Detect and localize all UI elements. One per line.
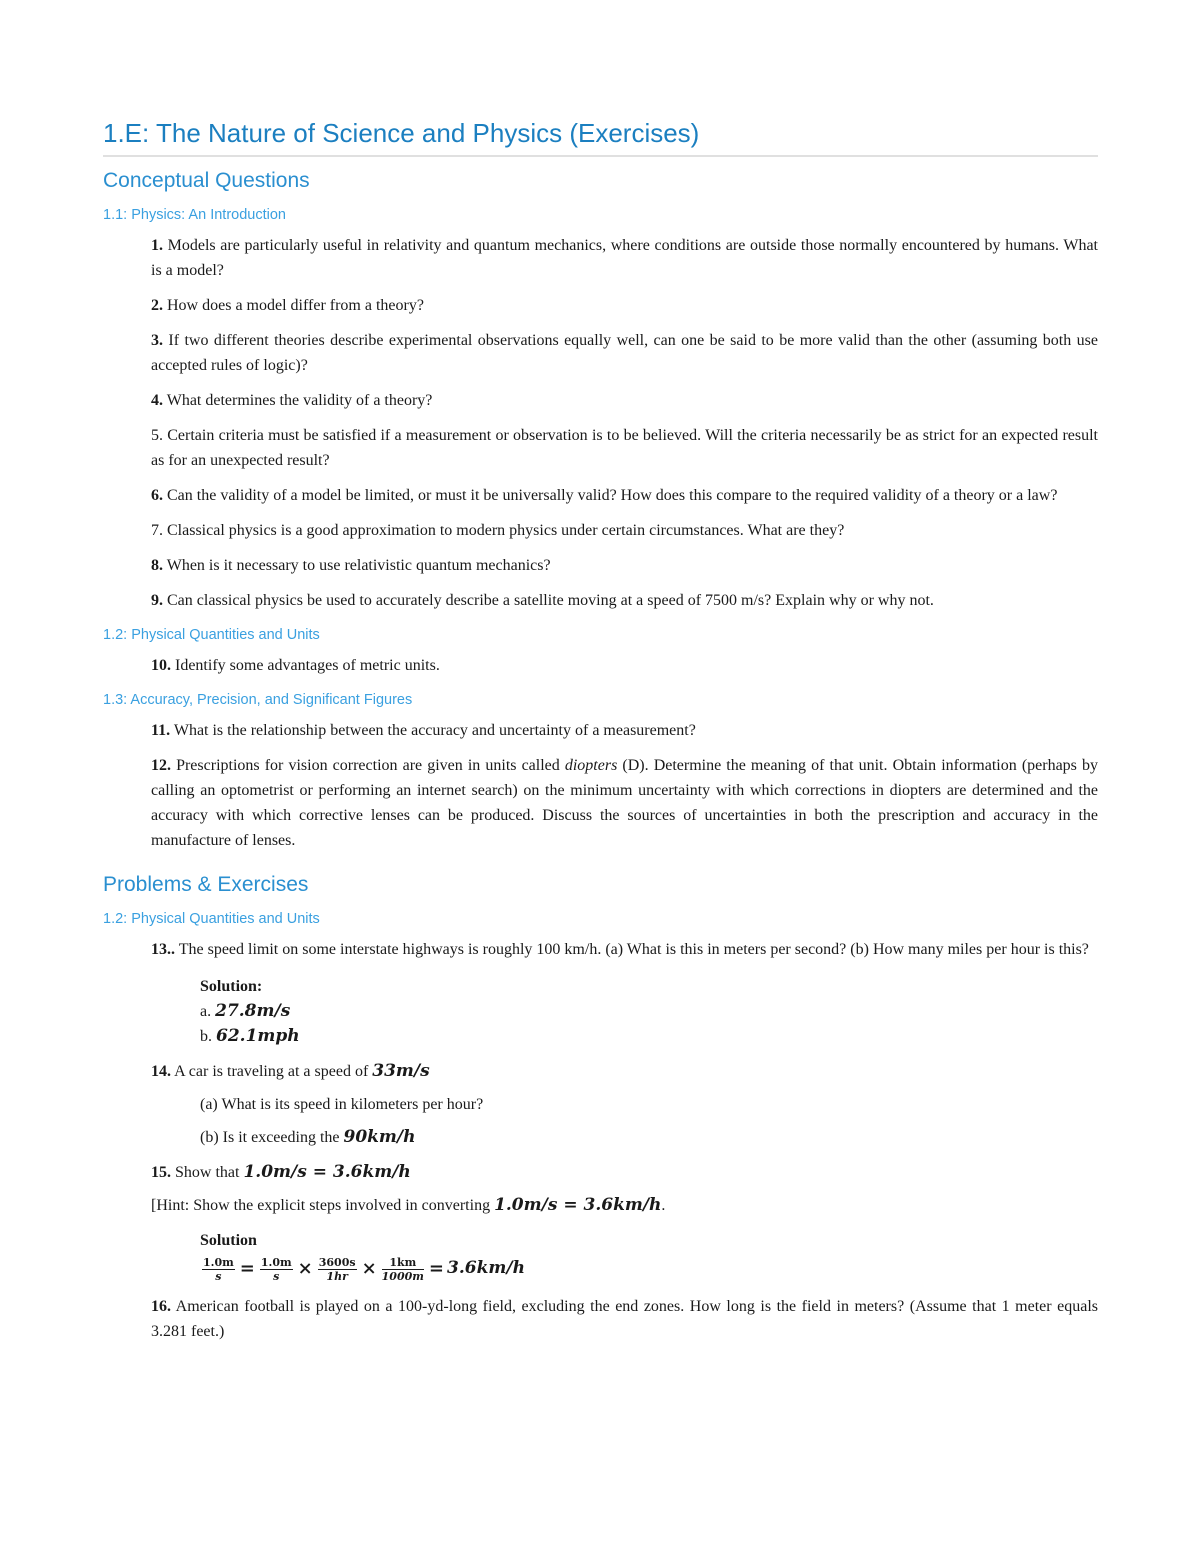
- question-12: 12. Prescriptions for vision correction are given in units called diopters (D). Determine the meaning of that unit. Obtain information (perhaps by calling an optometrist or performing an internet search) on the minimum uncertainty with which corrections in diopters are determined and the accuracy with which corrective lenses can be produced. Discuss the sources of uncertainties in both the prescription and accuracy in the manufacture of lenses.: [151, 757, 1098, 849]
- question-5: 5. Certain criteria must be satisfied if a measurement or observation is to be believed. Will the criteria necessarily be as strict for an expected result as for an unexpected result?: [151, 427, 1098, 469]
- question-14b: (b) Is it exceeding the 90km/h: [200, 1127, 416, 1147]
- question-3: 3. If two different theories describe experimental observations equally well, can one be said to be more valid than the other (assuming both use accepted rules of logic)?: [151, 332, 1098, 374]
- question-7: 7. Classical physics is a good approximation to modern physics under certain circumstances. What are they?: [151, 522, 845, 539]
- section-heading-problems: Problems & Exercises: [103, 873, 309, 896]
- question-15: 15. Show that 1.0m/s = 3.6km/h: [151, 1162, 411, 1182]
- question-2: 2. How does a model differ from a theory?: [151, 297, 424, 314]
- section-heading-conceptual: Conceptual Questions: [103, 169, 310, 192]
- question-11: 11. What is the relationship between the accuracy and uncertainty of a measurement?: [151, 722, 696, 739]
- document-page: [103, 118, 1098, 1344]
- subsection-heading: 1.2: Physical Quantities and Units: [103, 911, 320, 927]
- question-14a: (a) What is its speed in kilometers per hour?: [200, 1096, 484, 1113]
- subsection-heading: 1.1: Physics: An Introduction: [103, 207, 286, 223]
- solution-13: Solution: a. 27.8m/s b. 62.1mph: [200, 978, 300, 1046]
- page-title: 1.E: The Nature of Science and Physics (Exercises): [103, 118, 1098, 157]
- conversion-equation: $\frac{1.0m}{s}$ = $\frac{1.0m}{s}$ × $\frac{3600s}{1hr}$ × $\frac{1km}{1000m}$ = 3.6km/h: [203, 1255, 525, 1283]
- subsection-heading: 1.2: Physical Quantities and Units: [103, 627, 320, 643]
- question-8: 8. When is it necessary to use relativistic quantum mechanics?: [151, 557, 551, 574]
- question-6: 6. Can the validity of a model be limited, or must it be universally valid? How does this compare to the required validity of a theory or a law?: [151, 487, 1058, 504]
- subsection-heading: 1.3: Accuracy, Precision, and Significant Figures: [103, 692, 413, 708]
- question-16: 16. American football is played on a 100-yd-long field, excluding the end zones. How long is the field in meters? (Assume that 1 meter equals 3.281 feet.): [151, 1298, 1098, 1341]
- solution-15: Solution $\frac{1.0m}{s}$ = $\frac{1.0m}{s}$ × $\frac{3600s}{1hr}$ × $\frac{1km}{1000m}$ = 3.6km/h: [200, 1228, 1098, 1284]
- question-13: 13.. The speed limit on some interstate highways is roughly 100 km/h. (a) What is this in meters per second? (b) How many miles per hour is this?: [151, 941, 1089, 958]
- question-10: 10. Identify some advantages of metric units.: [151, 657, 440, 674]
- question-4: 4. What determines the validity of a theory?: [151, 392, 433, 409]
- question-1: 1. Models are particularly useful in relativity and quantum mechanics, where conditions are outside those normally encountered by humans. What is a model?: [151, 237, 1098, 279]
- question-15-hint: [Hint: Show the explicit steps involved in converting 1.0m/s = 3.6km/h.: [151, 1195, 666, 1215]
- question-9: 9. Can classical physics be used to accurately describe a satellite moving at a speed of 7500 m/s? Explain why or why not.: [151, 592, 934, 609]
- question-14: 14. A car is traveling at a speed of 33m/s: [151, 1061, 430, 1081]
